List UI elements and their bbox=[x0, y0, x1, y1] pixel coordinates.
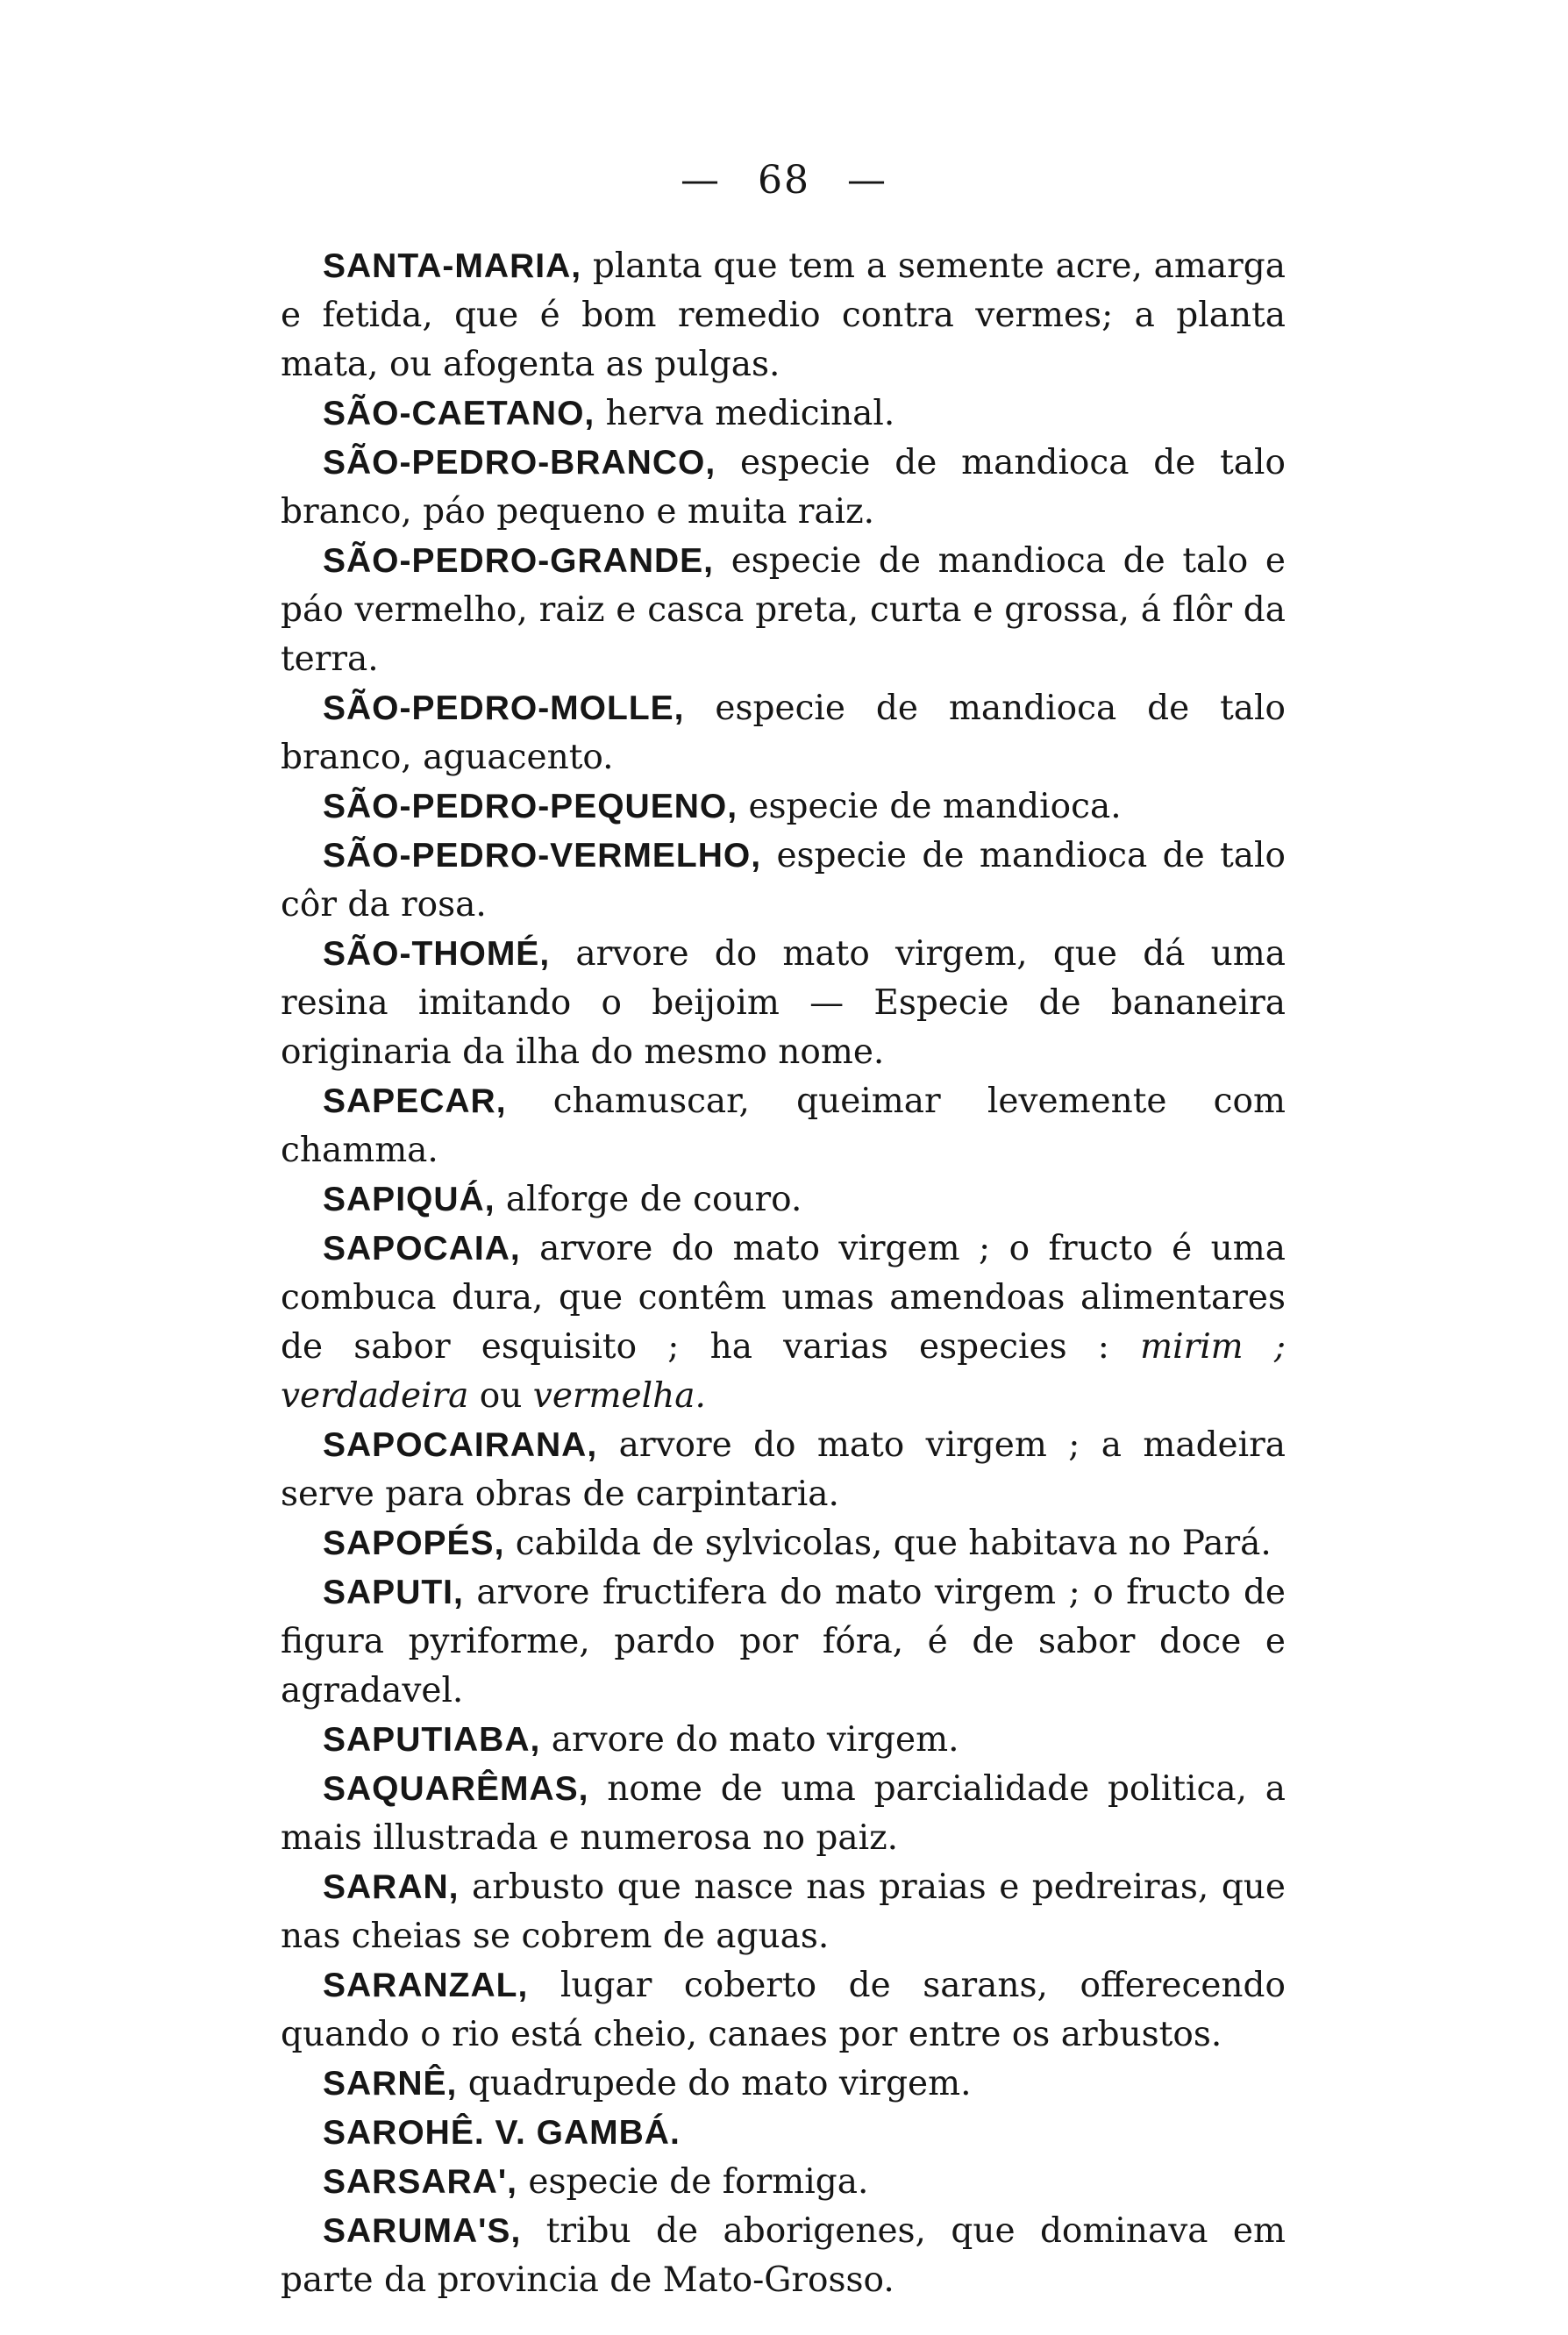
entry-definition: cabilda de sylvicolas, que habitava no Pará. bbox=[504, 1524, 1272, 1563]
entry-definition: arvore do mato virgem ; a madeira serve para obras de carpintaria. bbox=[281, 1425, 1286, 1514]
entry-saran bbox=[281, 1863, 1286, 1961]
entry-term: SAPOCAIRANA, bbox=[323, 1426, 598, 1464]
entry-saputiaba bbox=[281, 1716, 1286, 1765]
entry-definition: tribu de aborigenes, que dominava em parte da provincia de Mato-Grosso. bbox=[281, 2211, 1286, 2300]
page-number-line bbox=[0, 158, 1568, 203]
entry-term: SÃO-PEDRO-GRANDE, bbox=[323, 542, 715, 580]
entry-definition: herva medicinal. bbox=[595, 394, 895, 433]
entry-sarne bbox=[281, 2060, 1286, 2109]
entry-saranzal bbox=[281, 1961, 1286, 2060]
entry-term: SAQUARÊMAS, bbox=[323, 1770, 589, 1808]
entry-term: SARAN, bbox=[323, 1868, 460, 1906]
page-dash-right: — bbox=[847, 158, 887, 203]
page-dash-left: — bbox=[681, 158, 721, 203]
entry-definition: especie de mandioca de talo branco, aguacento. bbox=[281, 689, 1286, 777]
entry-sapocairana bbox=[281, 1421, 1286, 1519]
entry-saquaremas bbox=[281, 1765, 1286, 1863]
entry-term: SÃO-PEDRO-MOLLE, bbox=[323, 689, 685, 727]
entry-definition: especie de formiga. bbox=[517, 2162, 869, 2202]
entry-sao-pedro-branco bbox=[281, 439, 1286, 537]
entry-term: SAPUTIABA, bbox=[323, 1721, 541, 1759]
entry-term: SAPECAR, bbox=[323, 1082, 507, 1120]
entry-term: SARSARA', bbox=[323, 2163, 517, 2201]
entry-definition: especie de mandioca de talo e páo vermelho, raiz e casca preta, curta e grossa, á flôr da terra. bbox=[281, 541, 1286, 679]
entry-definition: especie de mandioca de talo branco, páo pequeno e muita raiz. bbox=[281, 443, 1286, 532]
entry-definition: arbusto que nasce nas praias e pedreiras, que nas cheias se cobrem de aguas. bbox=[281, 1867, 1286, 1956]
entry-sao-pedro-pequeno bbox=[281, 782, 1286, 832]
entry-sao-thome bbox=[281, 930, 1286, 1077]
entry-term: SANTA-MARIA, bbox=[323, 247, 582, 285]
entry-definition: nome de uma parcialidade politica, a mais illustrada e numerosa no paiz. bbox=[281, 1769, 1286, 1858]
entry-sao-pedro-grande bbox=[281, 537, 1286, 684]
entry-sao-caetano bbox=[281, 389, 1286, 439]
entry-sapopes bbox=[281, 1519, 1286, 1568]
entry-definition: planta que tem a semente acre, amarga e fetida, que é bom remedio contra vermes; a planta mata, ou afogenta as pulgas. bbox=[281, 246, 1286, 384]
entry-santa-maria bbox=[281, 242, 1286, 389]
entry-sapocaia bbox=[281, 1225, 1286, 1421]
entry-definition: arvore do mato virgem. bbox=[540, 1720, 959, 1760]
entry-definition: chamuscar, queimar levemente com chamma. bbox=[281, 1082, 1286, 1170]
entry-term: SAROHÊ. bbox=[323, 2114, 485, 2152]
entry-sarohe bbox=[281, 2109, 1286, 2158]
entry-sao-pedro-vermelho bbox=[281, 832, 1286, 930]
entry-sarsara bbox=[281, 2158, 1286, 2207]
entry-definition: alforge de couro. bbox=[495, 1180, 802, 1219]
page-number: 68 bbox=[758, 158, 810, 203]
entry-term: SAPOPÉS, bbox=[323, 1525, 505, 1562]
entry-definition: especie de mandioca de talo côr da rosa. bbox=[281, 836, 1286, 925]
entry-sarumas bbox=[281, 2207, 1286, 2305]
entry-italic-vermelha: vermelha. bbox=[532, 1376, 706, 1416]
entry-definition: especie de mandioca. bbox=[738, 787, 1122, 826]
entry-term: SARNÊ, bbox=[323, 2065, 458, 2103]
entry-definition: arvore do mato virgem, que dá uma resina imitando o beijoim — Especie de bananeira originaria da ilha do mesmo nome. bbox=[281, 934, 1286, 1072]
entry-term: SAPIQUÁ, bbox=[323, 1181, 495, 1218]
entry-term: SÃO-THOMÉ, bbox=[323, 935, 551, 973]
entry-term: SÃO-PEDRO-PEQUENO, bbox=[323, 788, 738, 825]
entry-term: SÃO-PEDRO-VERMELHO, bbox=[323, 837, 762, 875]
entry-sao-pedro-molle bbox=[281, 684, 1286, 782]
entry-sapecar bbox=[281, 1077, 1286, 1175]
entry-definition: arvore do mato virgem ; o fructo é uma combuca dura, que contêm umas amendoas alimentares de sabor esquisito ; ha varias especies : bbox=[281, 1229, 1286, 1367]
entry-term: SARUMA'S, bbox=[323, 2212, 522, 2250]
entry-term: SARANZAL, bbox=[323, 1967, 529, 2004]
dictionary-entries bbox=[281, 242, 1286, 2305]
entry-definition: quadrupede do mato virgem. bbox=[457, 2064, 972, 2103]
entry-italic-varieties: mirim ; verdadeira bbox=[281, 1327, 1286, 1416]
entry-term: SÃO-PEDRO-BRANCO, bbox=[323, 444, 716, 482]
entry-sapiqua bbox=[281, 1175, 1286, 1225]
entry-definition: arvore fructifera do mato virgem ; o fructo de figura pyriforme, pardo por fóra, é de sabor doce e agradavel. bbox=[281, 1573, 1286, 1710]
entry-definition-cont: ou bbox=[468, 1376, 533, 1416]
entry-term: SAPUTI, bbox=[323, 1574, 464, 1611]
entry-definition: V. GAMBÁ. bbox=[484, 2114, 681, 2152]
entry-definition: lugar coberto de sarans, offerecendo quando o rio está cheio, canaes por entre os arbustos. bbox=[281, 1966, 1286, 2054]
entry-term: SAPOCAIA, bbox=[323, 1230, 521, 1267]
entry-saputi bbox=[281, 1568, 1286, 1716]
entry-term: SÃO-CAETANO, bbox=[323, 395, 595, 432]
